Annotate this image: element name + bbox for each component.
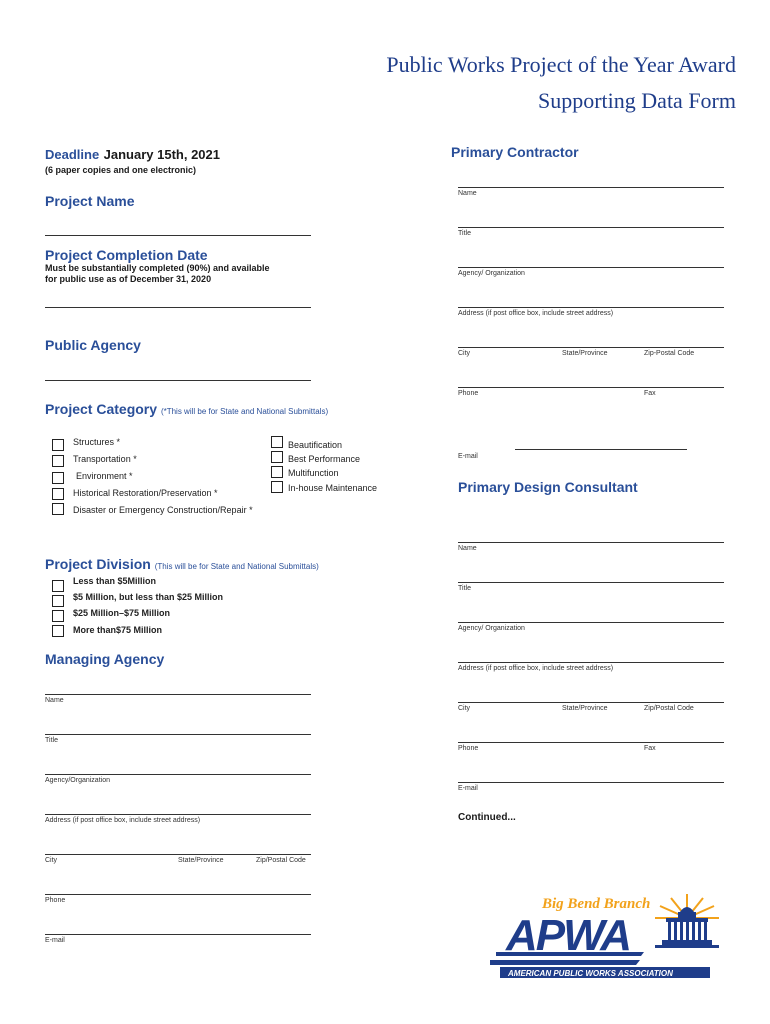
completion-date-line[interactable] [45,307,311,308]
managing-name-line[interactable] [45,694,311,695]
category-heading-text: Project Category [45,401,158,417]
consultant-zip-caption: Zip/Postal Code [644,705,694,712]
consultant-agency-caption: Agency/ Organization [458,625,525,632]
managing-email-line[interactable] [45,934,311,935]
managing-title-line[interactable] [45,734,311,735]
design-consultant-heading: Primary Design Consultant [458,479,638,495]
project-name-line[interactable] [45,235,311,236]
option-structures: Structures * [73,437,121,447]
form-title: Public Works Project of the Year Award [386,52,736,77]
deadline [45,146,220,164]
checkbox-disaster[interactable] [52,503,64,515]
contractor-city-line[interactable] [458,347,724,348]
checkbox-beautification[interactable] [271,436,283,448]
contractor-fax-caption: Fax [644,390,656,397]
contractor-email-caption: E-mail [458,453,478,460]
consultant-phone-line[interactable] [458,742,724,743]
division-note: (This will be for State and National Submittals) [154,562,319,571]
deadline-date: January 15th, 2021 [103,147,220,162]
checkbox-transportation[interactable] [52,455,64,467]
public-agency-heading: Public Agency [45,337,141,353]
contractor-address-line[interactable] [458,307,724,308]
option-in-house-maintenance: In-house Maintenance [288,483,378,493]
consultant-name-line[interactable] [458,542,724,543]
checkbox-in-house-maintenance[interactable] [271,481,283,493]
managing-agency-caption: Agency/Organization [45,777,110,784]
deadline-note: (6 paper copies and one electronic) [45,165,197,175]
consultant-agency-line[interactable] [458,622,724,623]
public-agency-line[interactable] [45,380,311,381]
logo-acronym-text: APWA [506,911,630,960]
option-historical: Historical Restoration/Preservation * [73,488,218,498]
consultant-phone-caption: Phone [458,745,479,752]
completion-note-line2: for public use as of December 31, 2020 [45,274,212,284]
checkbox-structures[interactable] [52,439,64,451]
consultant-address-line[interactable] [458,662,724,663]
managing-address-caption: Address (if post office box, include street address) [45,817,201,824]
managing-agency-heading: Managing Agency [45,651,165,667]
capitol-building-icon [655,907,719,948]
completion-note [45,263,270,285]
checkbox-environment[interactable] [52,472,64,484]
deadline-label: Deadline [45,147,100,162]
managing-agency-line[interactable] [45,774,311,775]
consultant-title-caption: Title [458,585,471,592]
option-division-1: Less than $5Million [73,576,157,586]
consultant-fax-caption: Fax [644,745,656,752]
option-beautification: Beautification [288,440,343,450]
contractor-title-line[interactable] [458,227,724,228]
checkbox-best-performance[interactable] [271,451,283,463]
contractor-name-caption: Name [458,190,477,197]
consultant-city-line[interactable] [458,702,724,703]
option-multifunction: Multifunction [288,468,339,478]
managing-phone-caption: Phone [45,897,66,904]
contractor-state-caption: State/Province [562,350,608,357]
checkbox-historical[interactable] [52,488,64,500]
option-disaster: Disaster or Emergency Construction/Repair * [73,505,253,515]
option-division-4: More than$75 Million [73,625,163,635]
checkbox-division-1[interactable] [52,580,64,592]
contractor-address-caption: Address (if post office box, include street address) [458,310,614,317]
consultant-email-line[interactable] [458,782,724,783]
option-division-3: $25 Million–$75 Million [73,608,171,618]
contractor-phone-caption: Phone [458,390,479,397]
managing-city-caption: City [45,857,58,864]
consultant-city-caption: City [458,705,471,712]
completion-note-line1: Must be substantially completed (90%) and available [45,263,270,273]
contractor-zip-caption: Zip-Postal Code [644,350,695,357]
option-transportation: Transportation * [73,454,137,464]
form-subtitle: Supporting Data Form [538,88,736,113]
apwa-logo [490,890,730,980]
primary-contractor-heading: Primary Contractor [451,144,579,160]
division-heading [45,556,319,572]
division-heading-text: Project Division [45,556,151,572]
managing-phone-line[interactable] [45,894,311,895]
checkbox-multifunction[interactable] [271,466,283,478]
checkbox-division-4[interactable] [52,625,64,637]
contractor-email-line[interactable] [515,449,687,450]
contractor-city-caption: City [458,350,471,357]
consultant-title-line[interactable] [458,582,724,583]
managing-title-caption: Title [45,737,58,744]
contractor-agency-caption: Agency/ Organization [458,270,525,277]
category-heading [45,401,328,417]
contractor-phone-line[interactable] [458,387,724,388]
managing-email-caption: E-mail [45,937,65,944]
consultant-state-caption: State/Province [562,705,608,712]
managing-zip-caption: Zip/Postal Code [256,857,306,864]
option-environment: Environment * [76,471,133,481]
contractor-agency-line[interactable] [458,267,724,268]
completion-heading: Project Completion Date [45,247,208,263]
option-division-2: $5 Million, but less than $25 Million [73,592,224,602]
consultant-name-caption: Name [458,545,477,552]
managing-name-caption: Name [45,697,64,704]
continued-note: Continued... [458,812,516,823]
project-name-heading: Project Name [45,193,135,209]
checkbox-division-3[interactable] [52,610,64,622]
checkbox-division-2[interactable] [52,595,64,607]
logo-branch-text: Big Bend Branch [542,896,651,912]
managing-address-line[interactable] [45,814,311,815]
managing-state-caption: State/Province [178,857,224,864]
category-note: (*This will be for State and National Submittals) [160,407,329,416]
contractor-name-line[interactable] [458,187,724,188]
consultant-address-caption: Address (if post office box, include street address) [458,665,614,672]
option-best-performance: Best Performance [288,454,361,464]
managing-city-line[interactable] [45,854,311,855]
consultant-email-caption: E-mail [458,785,478,792]
contractor-title-caption: Title [458,230,471,237]
logo-org-text: AMERICAN PUBLIC WORKS ASSOCIATION [508,969,673,978]
